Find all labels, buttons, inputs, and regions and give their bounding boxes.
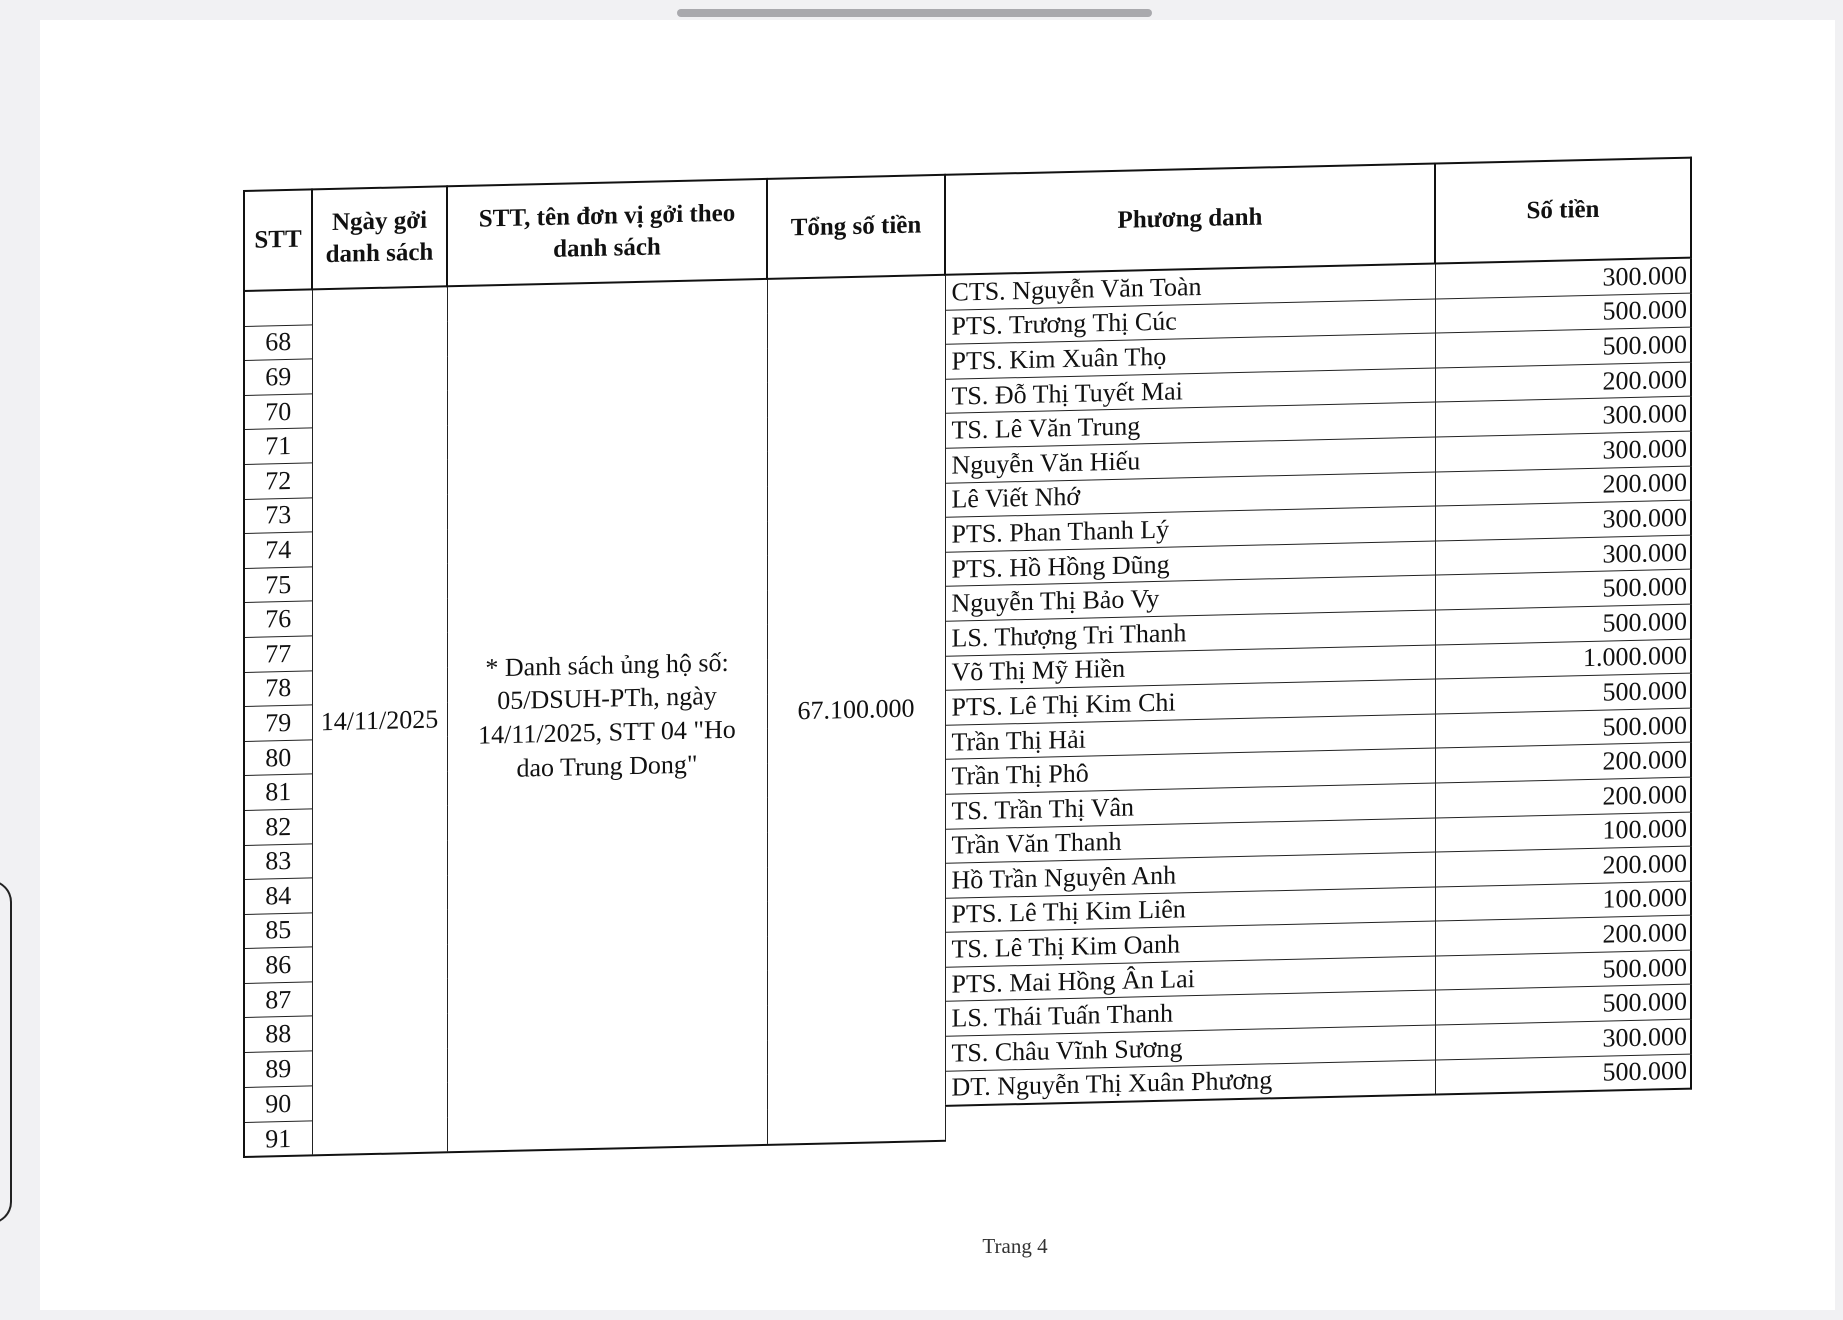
stt-cell: 88 xyxy=(244,1016,312,1052)
donation-amount-cell: 500.000 xyxy=(1435,293,1691,333)
total-amount-cell: 67.100.000 xyxy=(767,275,945,1145)
donation-amount-cell: 200.000 xyxy=(1435,362,1691,402)
donation-table xyxy=(243,157,1692,1159)
header-name: Phương danh xyxy=(945,164,1435,275)
donor-name-cell: Hồ Trần Nguyên Anh xyxy=(945,852,1435,898)
stt-cell: 91 xyxy=(244,1121,312,1158)
donor-name-cell: Trần Văn Thanh xyxy=(945,818,1435,864)
donor-name-cell: DT. Nguyễn Thị Xuân Phương xyxy=(945,1060,1435,1106)
donor-name-cell: TS. Trần Thị Vân xyxy=(945,783,1435,829)
donor-name-cell: TS. Đỗ Thị Tuyết Mai xyxy=(945,368,1435,414)
horizontal-scrollbar-thumb[interactable] xyxy=(677,9,1152,17)
donation-amount-cell: 300.000 xyxy=(1435,535,1691,575)
donor-name-cell: Võ Thị Mỹ Hiền xyxy=(945,645,1435,691)
donor-name-cell: Nguyễn Văn Hiếu xyxy=(945,437,1435,483)
donation-amount-cell: 500.000 xyxy=(1435,1054,1691,1095)
donor-name-cell: PTS. Kim Xuân Thọ xyxy=(945,333,1435,379)
stt-cell: 79 xyxy=(244,705,312,741)
stt-cell: 86 xyxy=(244,947,312,983)
donation-amount-cell: 1.000.000 xyxy=(1435,639,1691,679)
donor-name-cell: PTS. Mai Hồng Ân Lai xyxy=(945,956,1435,1002)
header-amount: Số tiền xyxy=(1435,158,1691,264)
stt-cell: 73 xyxy=(244,497,312,533)
stt-cell-empty xyxy=(244,289,312,326)
stt-cell: 76 xyxy=(244,601,312,637)
stt-cell: 89 xyxy=(244,1051,312,1087)
donation-amount-cell: 200.000 xyxy=(1435,915,1691,955)
side-panel-edge xyxy=(0,880,12,1224)
donation-amount-cell: 300.000 xyxy=(1435,258,1691,299)
donor-name-cell: PTS. Lê Thị Kim Chi xyxy=(945,679,1435,725)
donation-amount-cell: 300.000 xyxy=(1435,500,1691,540)
donation-amount-cell: 500.000 xyxy=(1435,604,1691,644)
donation-amount-cell: 500.000 xyxy=(1435,673,1691,713)
donation-amount-cell: 500.000 xyxy=(1435,950,1691,990)
stt-cell: 87 xyxy=(244,982,312,1018)
donation-amount-cell: 100.000 xyxy=(1435,812,1691,852)
donor-name-cell: Trần Thị Hải xyxy=(945,714,1435,760)
donor-name-cell: CTS. Nguyễn Văn Toàn xyxy=(945,264,1435,310)
donation-table-container xyxy=(243,157,1690,1159)
stt-cell: 85 xyxy=(244,913,312,949)
header-total: Tổng số tiền xyxy=(767,175,945,279)
donor-name-cell: Nguyễn Thị Bảo Vy xyxy=(945,575,1435,621)
stt-cell: 82 xyxy=(244,809,312,845)
stt-cell: 74 xyxy=(244,532,312,568)
donor-name-cell: PTS. Trương Thị Cúc xyxy=(945,299,1435,345)
donor-name-cell: LS. Thái Tuấn Thanh xyxy=(945,991,1435,1037)
donation-amount-cell: 300.000 xyxy=(1435,397,1691,437)
stt-cell: 78 xyxy=(244,670,312,706)
donation-amount-cell: 200.000 xyxy=(1435,846,1691,886)
donation-amount-cell: 500.000 xyxy=(1435,708,1691,748)
donation-amount-cell: 500.000 xyxy=(1435,327,1691,367)
donation-amount-cell: 300.000 xyxy=(1435,1019,1691,1059)
donor-name-cell: TS. Lê Văn Trung xyxy=(945,402,1435,448)
stt-cell: 84 xyxy=(244,878,312,914)
stt-cell: 77 xyxy=(244,636,312,672)
donor-name-cell: LS. Thượng Tri Thanh xyxy=(945,610,1435,656)
unit-description-cell: * Danh sách ủng hộ số: 05/DSUH-PTh, ngày 14/11/2025, STT 04 "Ho dao Trung Dong" xyxy=(447,279,767,1153)
stt-cell: 69 xyxy=(244,359,312,395)
stt-cell: 71 xyxy=(244,428,312,464)
donor-name-cell: PTS. Lê Thị Kim Liên xyxy=(945,887,1435,933)
stt-cell: 72 xyxy=(244,463,312,499)
donation-amount-cell: 200.000 xyxy=(1435,742,1691,782)
date-cell: 14/11/2025 xyxy=(312,286,447,1155)
header-date: Ngày gởi danh sách xyxy=(312,186,447,289)
donation-amount-cell: 200.000 xyxy=(1435,777,1691,817)
donation-amount-cell: 100.000 xyxy=(1435,881,1691,921)
donation-amount-cell: 300.000 xyxy=(1435,431,1691,471)
donor-name-cell: TS. Lê Thị Kim Oanh xyxy=(945,921,1435,967)
stt-cell: 90 xyxy=(244,1086,312,1123)
donor-name-cell: PTS. Hồ Hồng Dũng xyxy=(945,541,1435,587)
donation-amount-cell: 200.000 xyxy=(1435,466,1691,506)
stt-cell: 83 xyxy=(244,843,312,879)
header-stt: STT xyxy=(244,189,312,291)
page-number: Trang 4 xyxy=(982,1234,1048,1258)
stt-cell: 68 xyxy=(244,325,312,361)
header-unit: STT, tên đơn vị gởi theo danh sách xyxy=(447,179,767,286)
stt-cell: 81 xyxy=(244,774,312,810)
donor-name-cell: Trần Thị Phô xyxy=(945,748,1435,794)
donor-name-cell: Lê Viết Nhớ xyxy=(945,472,1435,518)
table-body xyxy=(244,258,1691,1158)
stt-cell: 80 xyxy=(244,740,312,776)
stt-cell: 70 xyxy=(244,394,312,430)
stt-cell: 75 xyxy=(244,567,312,603)
donation-amount-cell: 500.000 xyxy=(1435,985,1691,1025)
donor-name-cell: TS. Châu Vĩnh Sương xyxy=(945,1025,1435,1071)
donor-name-cell: PTS. Phan Thanh Lý xyxy=(945,506,1435,552)
donation-amount-cell: 500.000 xyxy=(1435,569,1691,609)
